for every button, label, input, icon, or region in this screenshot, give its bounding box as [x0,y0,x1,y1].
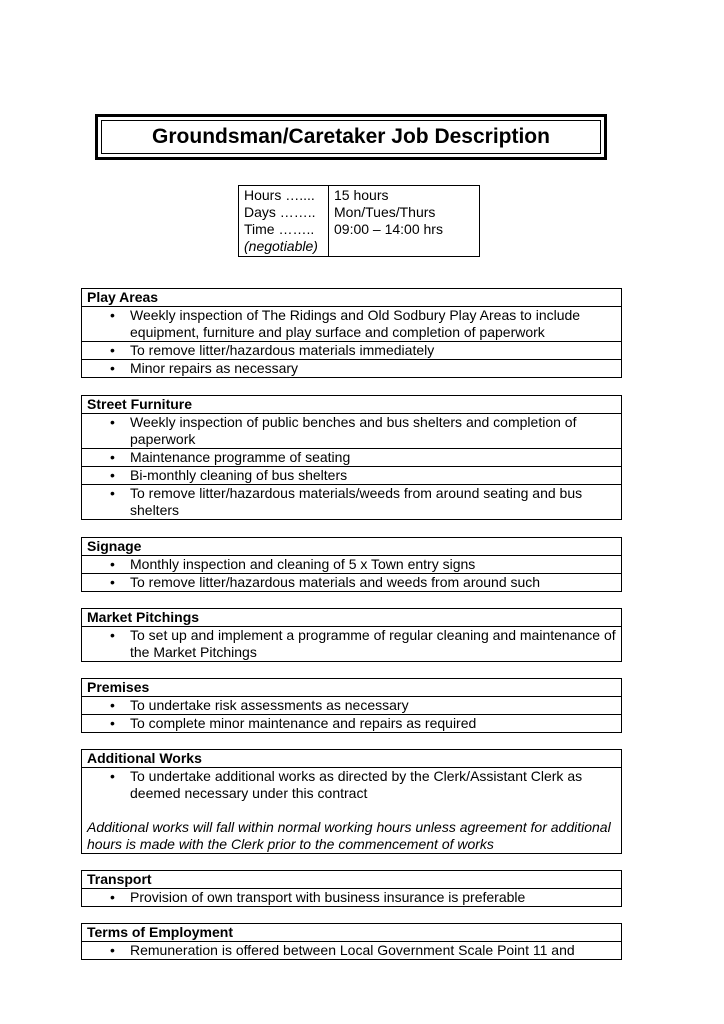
list-item: • Maintenance programme of seating [82,449,622,467]
list-item: • Provision of own transport with business insurance is preferable [82,889,622,907]
bullet-icon: • [110,627,115,643]
list-item: • To undertake risk assessments as necessary [82,697,622,715]
bullet-icon: • [110,715,115,731]
section-heading: Play Areas [82,289,622,307]
list-item: • Monthly inspection and cleaning of 5 x Town entry signs [82,556,622,574]
additional-works-body [82,768,622,854]
hours-table [238,185,480,257]
bullet-icon: • [110,889,115,905]
document-title: Groundsman/Caretaker Job Description [101,120,601,154]
list-item: • To undertake additional works as directed by the Clerk/Assistant Clerk as deemed necessary under this contract [110,768,583,801]
list-item: • To complete minor maintenance and repairs as required [82,715,622,733]
section-additional-works [81,749,622,854]
section-heading: Market Pitchings [82,609,622,627]
hours-label: Hours ….... [244,187,315,203]
list-item: • Weekly inspection of public benches and bus shelters and completion of paperwork [82,414,622,449]
list-item: • To remove litter/hazardous materials immediately [82,342,622,360]
list-item: • Weekly inspection of The Ridings and Old Sodbury Play Areas to include equipment, furniture and play surface and completion of paperwork [82,307,622,342]
list-item: • To remove litter/hazardous materials/weeds from around seating and bus shelters [82,485,622,520]
bullet-icon: • [110,574,115,590]
bullet-icon: • [110,556,115,572]
negotiable-label: (negotiable) [244,238,318,254]
bullet-icon: • [110,467,115,483]
section-street-furniture [81,395,622,520]
section-heading: Terms of Employment [82,924,622,942]
section-play-areas [81,288,622,378]
bullet-icon: • [110,485,115,501]
list-item: • To remove litter/hazardous materials and weeds from around such [82,574,622,592]
days-value: Mon/Tues/Thurs [334,204,436,220]
bullet-icon: • [110,342,115,358]
section-heading: Signage [82,538,622,556]
section-market-pitchings [81,608,622,662]
title-box [95,114,607,160]
section-heading: Street Furniture [82,396,622,414]
section-signage [81,537,622,592]
section-heading: Premises [82,679,622,697]
hours-value: 15 hours [334,187,389,203]
list-item: • Minor repairs as necessary [82,360,622,378]
section-terms-of-employment [81,923,622,960]
days-label: Days …….. [244,204,316,220]
list-item: • Bi-monthly cleaning of bus shelters [82,467,622,485]
bullet-icon: • [110,360,115,376]
section-transport [81,870,622,907]
bullet-icon: • [110,449,115,465]
list-item: • To set up and implement a programme of regular cleaning and maintenance of the Market Pitchings [82,627,622,662]
bullet-icon: • [110,942,115,958]
hours-labels-cell [239,186,329,257]
list-item: • Remuneration is offered between Local Government Scale Point 11 and [82,942,622,960]
section-heading: Additional Works [82,750,622,768]
section-heading: Transport [82,871,622,889]
bullet-icon: • [110,307,115,323]
section-premises [81,678,622,733]
hours-values-cell [329,186,480,257]
bullet-icon: • [110,414,115,430]
additional-works-note: Additional works will fall within normal working hours unless agreement for additional hours is made with the Clerk prior to the commencement of works [87,819,611,852]
time-label: Time …….. [244,221,315,237]
bullet-icon: • [110,697,115,713]
time-value: 09:00 – 14:00 hrs [334,221,443,237]
bullet-icon: • [110,768,115,784]
